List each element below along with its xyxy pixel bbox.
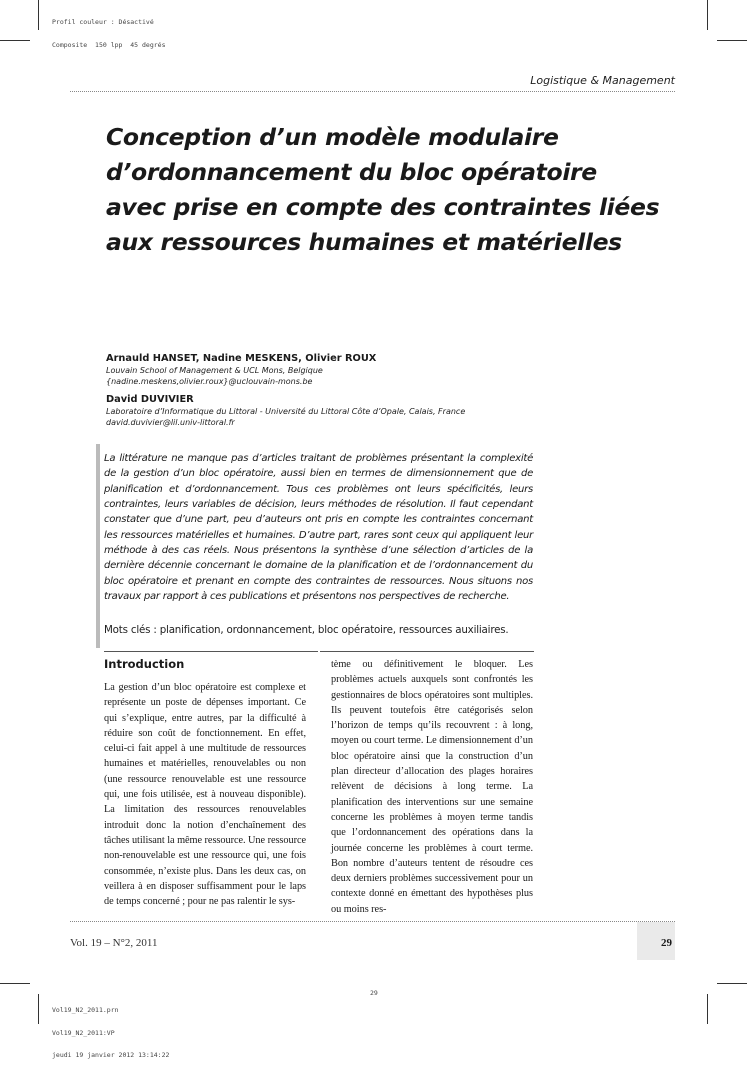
prepress-page: 29 — [370, 989, 378, 997]
title-line: Conception d’un modèle modulaire — [106, 123, 559, 151]
crop-mark — [0, 983, 30, 984]
prepress-line: Profil couleur : Désactivé — [52, 18, 154, 26]
author-affiliation: Laboratoire d’Informatique du Littoral - Université du Littoral Côte d’Opale, Calais, France — [106, 407, 466, 416]
title-line: d’ordonnancement du bloc opératoire — [106, 158, 597, 186]
crop-mark — [707, 994, 708, 1024]
volume-info: Vol. 19 – N°2, 2011 — [70, 937, 158, 949]
keywords: Mots clés : planification, ordonnancement, bloc opératoire, ressources auxiliaires. — [104, 624, 509, 636]
prepress-line: jeudi 19 janvier 2012 13:14:22 — [52, 1051, 170, 1059]
author-names: Arnauld HANSET, Nadine MESKENS, Olivier ROUX — [106, 353, 377, 364]
column-rule — [320, 651, 534, 652]
crop-mark — [38, 994, 39, 1024]
abstract: La littérature ne manque pas d’articles traitant de problèmes présentant la complexité de la gestion d’un bloc opératoire, aussi bien en termes de dimensionnement que de planification et d’ordonnancement. Tous ces problèmes ont leurs spécificités, leurs contraintes, leurs variables de décision, leurs méthodes de résolution. Il faut cependant constater que d’une part, peu d’auteurs ont pris en compte les contraintes concernant les ressources matérielles et humaines. D’autre part, rares sont ceux qui appliquent leur méthode à des cas réels. Nous présentons la synthèse d’une sélection d’articles de la dernière décennie concernant le domaine de la planification et de l’ordonnancement du bloc opératoire et prenant en compte des contraintes de ressources. Nous situons nos travaux par rapport à ces publications et présentons nos perspectives de recherche. — [104, 453, 533, 603]
section-heading: Introduction — [104, 657, 185, 671]
footer-rule — [70, 921, 675, 922]
prepress-header — [52, 4, 166, 57]
author-names: David DUVIVIER — [106, 394, 194, 405]
title-line: aux ressources humaines et matérielles — [106, 228, 622, 256]
body-column-2: tème ou définitivement le bloquer. Les problèmes actuels auxquels sont confrontés les gestionnaires de blocs opératoires sont multiples. Ils peuvent toutefois être catégorisés selon l’horizon de temps qu’ils recouvrent : à long, moyen ou court terme. Le dimensionnement d’un bloc opératoire ainsi que la construction d’un plan directeur d’allocation des plages horaires relèvent de décisions à long terme. La planification des interventions sur une semaine concerne les problèmes à moyen terme tandis que l’ordonnancement des opérations dans la journée concerne les problèmes à court terme. Bon nombre d’auteurs tentent de résoudre ces deux derniers problèmes successivement pour un contexte donné en émettant des hypothèses plus ou moins res- — [331, 659, 533, 915]
crop-mark — [707, 0, 708, 30]
page-number: 29 — [661, 937, 672, 949]
column-rule — [104, 651, 318, 652]
prepress-footer — [52, 992, 169, 1067]
author-email: {nadine.meskens,olivier.roux}@uclouvain-mons.be — [106, 377, 313, 386]
crop-mark — [0, 40, 30, 41]
author-block-2 — [106, 394, 626, 428]
journal-name: Logistique & Management — [530, 74, 675, 87]
prepress-line: Composite 150 lpp 45 degrés — [52, 40, 166, 49]
crop-mark — [717, 983, 747, 984]
author-email: david.duvivier@lil.univ-littoral.fr — [106, 418, 235, 427]
prepress-line: Vol19_N2_2011.prn — [52, 1006, 119, 1014]
title-line: avec prise en compte des contraintes liées — [106, 193, 660, 221]
header-rule — [70, 91, 675, 92]
author-affiliation: Louvain School of Management & UCL Mons, Belgique — [106, 366, 323, 375]
prepress-line: Vol19_N2_2011:VP — [52, 1028, 115, 1037]
crop-mark — [717, 40, 747, 41]
crop-mark — [38, 0, 39, 30]
article-title — [106, 120, 686, 260]
author-block-1 — [106, 353, 626, 387]
abstract-bar — [96, 444, 100, 648]
body-column-1: La gestion d’un bloc opératoire est complexe et représente un poste de dépenses important. Ce qui s’explique, entre autres, par la difficulté à réduire son coût de fonctionnement. En effet, celui-ci fait appel à une multitude de ressources humaines et matérielles, renouvelables ou non (une ressource renouvelable est une ressource qui, une fois utilisée, est à nouveau disponible). La limitation des ressources renouvelables introduit donc la notion d’enchaînement des tâches utilisant la même ressource. Une ressource non-renouvelable est une ressource qui, une fois consommée, n’existe plus. Dans les deux cas, on veillera à en disposer suffisamment pour le laps de temps concerné ; pour ne pas ralentir le sys- — [104, 682, 306, 908]
